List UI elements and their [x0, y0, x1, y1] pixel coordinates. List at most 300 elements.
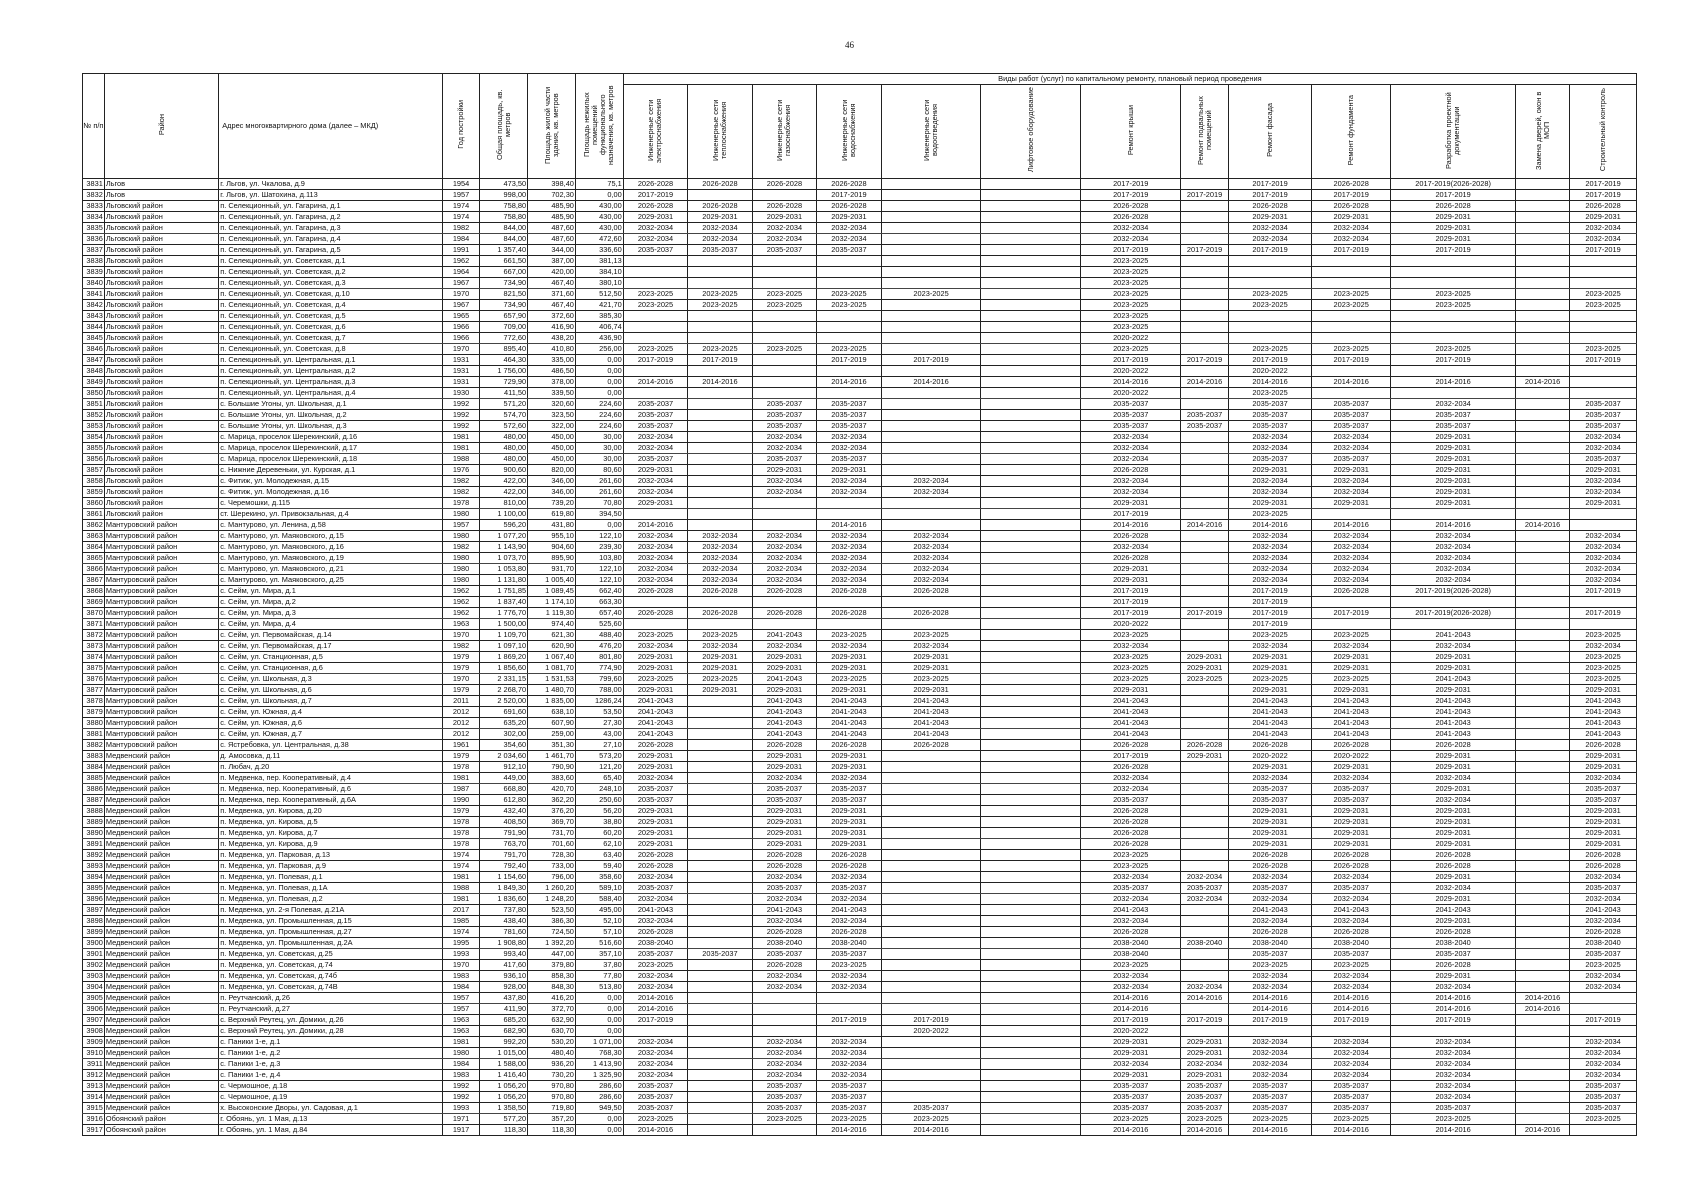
table-row — [83, 509, 1637, 520]
table-cell: 1957 — [442, 190, 479, 201]
table-cell — [1570, 1125, 1637, 1136]
table-cell: 2032-2034 — [623, 982, 687, 993]
table-cell: 2032-2034 — [1570, 641, 1637, 652]
table-cell: п. Селекционный, ул. Центральная, д.4 — [219, 388, 443, 399]
table-cell — [881, 949, 981, 960]
table-cell — [1570, 509, 1637, 520]
table-cell: 1988 — [442, 454, 479, 465]
table-cell — [881, 971, 981, 982]
table-cell: Мантуровский район — [104, 718, 218, 729]
table-cell: 1978 — [442, 498, 479, 509]
table-cell: 709,00 — [480, 322, 528, 333]
table-cell: 2026-2028 — [688, 586, 752, 597]
table-cell — [1516, 498, 1570, 509]
table-cell: 1962 — [442, 597, 479, 608]
table-cell: 2012 — [442, 729, 479, 740]
table-cell: 2026-2028 — [817, 586, 881, 597]
table-cell: 1 836,60 — [480, 894, 528, 905]
table-row — [83, 751, 1637, 762]
table-cell: 1985 — [442, 916, 479, 927]
table-cell: 3905 — [83, 993, 105, 1004]
table-cell: 1978 — [442, 817, 479, 828]
table-cell: 2035-2037 — [623, 410, 687, 421]
table-cell: 2032-2034 — [1570, 487, 1637, 498]
table-cell: 2017-2019 — [1228, 355, 1311, 366]
table-cell: 3841 — [83, 289, 105, 300]
table-cell: 2041-2043 — [817, 718, 881, 729]
table-cell: 2023-2025 — [623, 960, 687, 971]
table-cell: д. Амосовка, д.11 — [219, 751, 443, 762]
table-cell: 1981 — [442, 432, 479, 443]
table-cell — [1181, 905, 1229, 916]
table-cell: 3902 — [83, 960, 105, 971]
table-cell: 2032-2034 — [1181, 894, 1229, 905]
table-cell: 3872 — [83, 630, 105, 641]
table-cell: 2032-2034 — [1570, 773, 1637, 784]
table-cell: 2023-2025 — [1391, 1114, 1516, 1125]
table-cell — [981, 410, 1081, 421]
table-cell: 2032-2034 — [1228, 531, 1311, 542]
table-cell: с. Сейм, ул. Станционная, д.6 — [219, 663, 443, 674]
table-cell: 3850 — [83, 388, 105, 399]
table-cell: 3883 — [83, 751, 105, 762]
table-cell: 2017-2019 — [817, 1015, 881, 1026]
table-cell: 2032-2034 — [1181, 982, 1229, 993]
table-cell: 1974 — [442, 927, 479, 938]
table-cell: 3899 — [83, 927, 105, 938]
table-cell: 3838 — [83, 256, 105, 267]
table-cell: Медвенский район — [104, 850, 218, 861]
table-cell — [752, 1026, 816, 1037]
table-cell: 596,20 — [480, 520, 528, 531]
table-cell: 2029-2031 — [752, 212, 816, 223]
capital-repair-register — [82, 73, 1637, 1136]
table-cell: 2017-2019 — [1081, 179, 1181, 190]
table-cell: 2026-2028 — [623, 201, 687, 212]
table-cell: 949,50 — [575, 1103, 623, 1114]
table-cell: 2029-2031 — [1081, 1070, 1181, 1081]
table-cell: 2032-2034 — [688, 234, 752, 245]
table-cell: п. Медвенка, ул. Советская, д.74б — [219, 971, 443, 982]
table-cell: 2023-2025 — [817, 344, 881, 355]
table-cell: 2014-2016 — [623, 1004, 687, 1015]
table-cell: 2014-2016 — [623, 1125, 687, 1136]
table-cell: 2026-2028 — [1228, 201, 1311, 212]
table-cell — [688, 729, 752, 740]
table-cell — [881, 982, 981, 993]
table-cell: 2035-2037 — [1228, 1103, 1311, 1114]
table-cell: 2026-2028 — [1312, 740, 1391, 751]
table-cell: п. Селекционный, ул. Советская, д.10 — [219, 289, 443, 300]
table-cell: 1931 — [442, 366, 479, 377]
table-cell: Мантуровский район — [104, 553, 218, 564]
table-cell: 1979 — [442, 663, 479, 674]
table-cell: 2032-2034 — [623, 575, 687, 586]
table-cell: 1981 — [442, 894, 479, 905]
table-cell — [688, 1048, 752, 1059]
table-cell: 2032-2034 — [1081, 784, 1181, 795]
table-cell: 450,00 — [528, 432, 576, 443]
table-cell: Медвенский район — [104, 1092, 218, 1103]
table-cell — [981, 399, 1081, 410]
table-cell: 525,60 — [575, 619, 623, 630]
table-cell: 1 461,70 — [528, 751, 576, 762]
table-cell: Медвенский район — [104, 1004, 218, 1015]
table-cell — [1516, 267, 1570, 278]
table-row — [83, 520, 1637, 531]
table-cell — [1516, 773, 1570, 784]
table-cell: Медвенский район — [104, 960, 218, 971]
table-cell — [881, 872, 981, 883]
table-cell: 2035-2037 — [817, 1081, 881, 1092]
table-cell: 473,50 — [480, 179, 528, 190]
table-cell: 2017-2019 — [1570, 586, 1637, 597]
table-cell: 3865 — [83, 553, 105, 564]
table-cell: 662,40 — [575, 586, 623, 597]
table-cell — [1181, 289, 1229, 300]
table-cell: 0,00 — [575, 355, 623, 366]
table-cell — [881, 388, 981, 399]
table-cell: 2032-2034 — [1391, 1059, 1516, 1070]
table-cell: 2023-2025 — [1312, 630, 1391, 641]
table-cell — [981, 795, 1081, 806]
table-cell — [1181, 916, 1229, 927]
table-cell: 3837 — [83, 245, 105, 256]
table-cell — [688, 421, 752, 432]
table-cell: 2032-2034 — [1081, 487, 1181, 498]
table-cell: 2023-2025 — [881, 1114, 981, 1125]
table-cell: 2035-2037 — [1570, 410, 1637, 421]
table-cell: 970,80 — [528, 1092, 576, 1103]
table-cell: 2035-2037 — [1570, 795, 1637, 806]
table-cell — [1181, 707, 1229, 718]
table-cell: 3884 — [83, 762, 105, 773]
table-cell — [688, 498, 752, 509]
table-cell: 512,50 — [575, 289, 623, 300]
table-cell: 2014-2016 — [1391, 993, 1516, 1004]
table-cell: 2032-2034 — [817, 432, 881, 443]
table-cell: 2026-2028 — [1081, 828, 1181, 839]
table-cell: 2032-2034 — [1081, 1059, 1181, 1070]
table-cell: г. Льгов, ул. Чкалова, д.9 — [219, 179, 443, 190]
table-cell: 2035-2037 — [1228, 949, 1311, 960]
table-cell: 2035-2037 — [1391, 410, 1516, 421]
table-cell: 2014-2016 — [1391, 520, 1516, 531]
table-cell: Льговский район — [104, 498, 218, 509]
table-cell: 2035-2037 — [688, 949, 752, 960]
table-cell: п. Реутчанский, д.26 — [219, 993, 443, 1004]
table-cell: 0,00 — [575, 190, 623, 201]
table-cell: 3861 — [83, 509, 105, 520]
table-cell — [881, 190, 981, 201]
table-row — [83, 212, 1637, 223]
table-cell — [981, 256, 1081, 267]
table-cell: 2032-2034 — [1228, 641, 1311, 652]
table-cell — [1312, 388, 1391, 399]
table-cell: 2041-2043 — [1570, 729, 1637, 740]
table-cell: 2029-2031 — [1181, 663, 1229, 674]
table-cell: 3864 — [83, 542, 105, 553]
table-cell: 2041-2043 — [752, 707, 816, 718]
table-cell: Медвенский район — [104, 916, 218, 927]
table-cell — [752, 993, 816, 1004]
table-cell — [881, 927, 981, 938]
table-cell: 2029-2031 — [1312, 465, 1391, 476]
table-cell: Медвенский район — [104, 982, 218, 993]
table-cell: 2029-2031 — [1312, 652, 1391, 663]
table-cell — [688, 1081, 752, 1092]
table-cell: 2032-2034 — [1081, 971, 1181, 982]
table-cell: 728,30 — [528, 850, 576, 861]
table-cell: 2041-2043 — [1570, 905, 1637, 916]
table-cell: 2032-2034 — [623, 916, 687, 927]
table-cell: 1 056,20 — [480, 1081, 528, 1092]
table-cell — [1570, 322, 1637, 333]
table-cell: 2014-2016 — [1312, 377, 1391, 388]
table-cell: 256,00 — [575, 344, 623, 355]
table-cell: 3855 — [83, 443, 105, 454]
table-cell: Льговский район — [104, 399, 218, 410]
col-header: Адрес многоквартирного дома (далее – МКД) — [219, 74, 443, 179]
table-cell: 411,50 — [480, 388, 528, 399]
table-cell: Льговский район — [104, 487, 218, 498]
table-cell: 2029-2031 — [1312, 762, 1391, 773]
table-cell: 2026-2028 — [1312, 927, 1391, 938]
table-cell — [981, 388, 1081, 399]
table-cell: 2032-2034 — [1391, 795, 1516, 806]
table-cell — [752, 1015, 816, 1026]
table-cell: 2023-2025 — [688, 289, 752, 300]
table-cell: 1974 — [442, 850, 479, 861]
table-cell: 2032-2034 — [1570, 1059, 1637, 1070]
table-cell — [688, 993, 752, 1004]
table-cell: с. Большие Угоны, ул. Школьная, д.2 — [219, 410, 443, 421]
table-cell — [688, 1004, 752, 1015]
table-cell: 2023-2025 — [881, 630, 981, 641]
table-cell — [1516, 762, 1570, 773]
table-cell: 2029-2031 — [1391, 443, 1516, 454]
table-cell: 2032-2034 — [1570, 1048, 1637, 1059]
table-cell: 2023-2025 — [881, 674, 981, 685]
table-cell: 358,60 — [575, 872, 623, 883]
table-cell: 3849 — [83, 377, 105, 388]
table-cell: 2035-2037 — [623, 454, 687, 465]
table-cell — [1516, 289, 1570, 300]
table-cell: п. Медвенка, ул. 2-я Полевая, д.21А — [219, 905, 443, 916]
table-cell: 2035-2037 — [1081, 883, 1181, 894]
table-row — [83, 564, 1637, 575]
table-cell: с. Фитиж, ул. Молодежная, д.16 — [219, 487, 443, 498]
table-cell: 2023-2025 — [1081, 850, 1181, 861]
table-cell: 1990 — [442, 795, 479, 806]
table-cell — [981, 311, 1081, 322]
table-cell: 3869 — [83, 597, 105, 608]
table-cell: 2032-2034 — [1312, 971, 1391, 982]
table-cell — [1391, 278, 1516, 289]
table-cell: 2029-2031 — [623, 663, 687, 674]
table-cell — [1516, 1037, 1570, 1048]
table-cell: Медвенский район — [104, 993, 218, 1004]
table-cell: 2026-2028 — [817, 179, 881, 190]
table-cell: 2032-2034 — [752, 487, 816, 498]
table-cell — [1516, 388, 1570, 399]
table-cell: 447,00 — [528, 949, 576, 960]
table-cell — [817, 509, 881, 520]
table-cell: 810,00 — [480, 498, 528, 509]
table-cell — [881, 993, 981, 1004]
table-cell: 430,00 — [575, 201, 623, 212]
table-cell — [1181, 267, 1229, 278]
table-cell: 381,13 — [575, 256, 623, 267]
table-cell — [1516, 553, 1570, 564]
table-cell: 2035-2037 — [1570, 1103, 1637, 1114]
table-cell: 487,60 — [528, 234, 576, 245]
table-cell: 1980 — [442, 553, 479, 564]
table-cell: 2029-2031 — [1391, 652, 1516, 663]
table-cell: 2035-2037 — [1312, 1081, 1391, 1092]
table-cell: Медвенский район — [104, 883, 218, 894]
table-cell: 1 751,85 — [480, 586, 528, 597]
table-cell: 2038-2040 — [623, 938, 687, 949]
table-cell — [1516, 421, 1570, 432]
table-cell: 2029-2031 — [881, 685, 981, 696]
table-cell — [688, 256, 752, 267]
table-cell: 2029-2031 — [817, 751, 881, 762]
table-cell: 2014-2016 — [1228, 1125, 1311, 1136]
table-cell: Мантуровский район — [104, 652, 218, 663]
table-cell: 2041-2043 — [1228, 696, 1311, 707]
table-cell: 2032-2034 — [623, 1037, 687, 1048]
table-cell: Мантуровский район — [104, 586, 218, 597]
table-row — [83, 410, 1637, 421]
table-cell — [817, 311, 881, 322]
table-cell: Льговский район — [104, 300, 218, 311]
table-cell: 495,00 — [575, 905, 623, 916]
table-cell: с. Большие Угоны, ул. Школьная, д.3 — [219, 421, 443, 432]
table-cell: 2014-2016 — [881, 1125, 981, 1136]
table-cell — [981, 498, 1081, 509]
table-cell — [1181, 861, 1229, 872]
table-cell: 2032-2034 — [623, 971, 687, 982]
table-cell — [881, 454, 981, 465]
table-cell — [752, 597, 816, 608]
table-cell: Льговский район — [104, 223, 218, 234]
table-cell: 59,40 — [575, 861, 623, 872]
table-cell: 2035-2037 — [1391, 1103, 1516, 1114]
table-cell: 2026-2028 — [1081, 740, 1181, 751]
table-cell: 2020-2022 — [1081, 388, 1181, 399]
table-cell — [1516, 630, 1570, 641]
table-cell: 2032-2034 — [1181, 872, 1229, 883]
table-cell: 2017-2019 — [1312, 190, 1391, 201]
table-cell: 2026-2028 — [752, 179, 816, 190]
table-cell — [1516, 465, 1570, 476]
table-cell — [1181, 586, 1229, 597]
table-cell: 0,00 — [575, 366, 623, 377]
table-cell: 487,60 — [528, 223, 576, 234]
table-cell: 589,10 — [575, 883, 623, 894]
table-cell: 2035-2037 — [752, 454, 816, 465]
table-cell: 2026-2028 — [752, 927, 816, 938]
table-cell: 3908 — [83, 1026, 105, 1037]
table-cell: 729,90 — [480, 377, 528, 388]
table-cell — [881, 1059, 981, 1070]
table-cell: 2035-2037 — [752, 1081, 816, 1092]
table-cell: 486,50 — [528, 366, 576, 377]
table-cell: 2017-2019 — [1228, 619, 1311, 630]
table-cell — [1181, 597, 1229, 608]
table-cell: Обоянский район — [104, 1125, 218, 1136]
table-cell — [752, 311, 816, 322]
table-cell: 2032-2034 — [752, 971, 816, 982]
table-cell: 2014-2016 — [1081, 993, 1181, 1004]
table-cell: с. Сейм, ул. Школьная, д.3 — [219, 674, 443, 685]
table-cell — [1570, 388, 1637, 399]
table-cell: 1970 — [442, 630, 479, 641]
table-cell: 844,00 — [480, 223, 528, 234]
table-cell — [881, 201, 981, 212]
table-cell — [1516, 729, 1570, 740]
table-cell: Медвенский район — [104, 828, 218, 839]
table-cell: 2023-2025 — [752, 289, 816, 300]
table-cell — [1181, 1026, 1229, 1037]
table-cell: 2017-2019 — [881, 1015, 981, 1026]
table-cell — [881, 223, 981, 234]
table-cell: 2026-2028 — [1228, 850, 1311, 861]
table-cell: п. Селекционный, ул. Советская, д.2 — [219, 267, 443, 278]
table-cell — [1181, 432, 1229, 443]
table-cell: 2023-2025 — [1570, 652, 1637, 663]
table-cell: 2032-2034 — [1312, 564, 1391, 575]
table-cell: 3911 — [83, 1059, 105, 1070]
col-header: Год постройки — [442, 74, 479, 179]
table-row — [83, 1026, 1637, 1037]
table-cell — [881, 762, 981, 773]
table-cell: 2029-2031 — [1081, 685, 1181, 696]
table-cell: 2035-2037 — [1181, 1092, 1229, 1103]
table-cell: 2032-2034 — [623, 641, 687, 652]
table-cell: 1 015,00 — [480, 1048, 528, 1059]
table-cell: 1 089,45 — [528, 586, 576, 597]
table-cell — [752, 498, 816, 509]
table-cell: 2041-2043 — [1391, 674, 1516, 685]
table-cell: 1980 — [442, 531, 479, 542]
table-cell: с. Мантурово, ул. Маяковского, д.19 — [219, 553, 443, 564]
table-cell: 2026-2028 — [817, 850, 881, 861]
table-cell: 1 325,90 — [575, 1070, 623, 1081]
table-cell — [688, 399, 752, 410]
table-cell — [817, 498, 881, 509]
table-cell: п. Селекционный, ул. Гагарина, д.2 — [219, 212, 443, 223]
table-cell: 430,00 — [575, 223, 623, 234]
table-cell: 2032-2034 — [1312, 487, 1391, 498]
table-cell: 3831 — [83, 179, 105, 190]
table-cell: 1982 — [442, 641, 479, 652]
table-cell — [881, 806, 981, 817]
table-cell: 993,40 — [480, 949, 528, 960]
table-cell — [981, 520, 1081, 531]
table-cell: г. Льгов, ул. Шатохина, д.113 — [219, 190, 443, 201]
table-cell: 1980 — [442, 575, 479, 586]
table-cell: 2017 — [442, 905, 479, 916]
table-cell — [981, 355, 1081, 366]
table-cell — [1181, 212, 1229, 223]
table-cell: 719,80 — [528, 1103, 576, 1114]
table-cell: 2035-2037 — [1570, 421, 1637, 432]
table-cell: 2017-2019 — [1228, 179, 1311, 190]
table-cell: 2029-2031 — [1228, 817, 1311, 828]
table-cell — [981, 993, 1081, 1004]
